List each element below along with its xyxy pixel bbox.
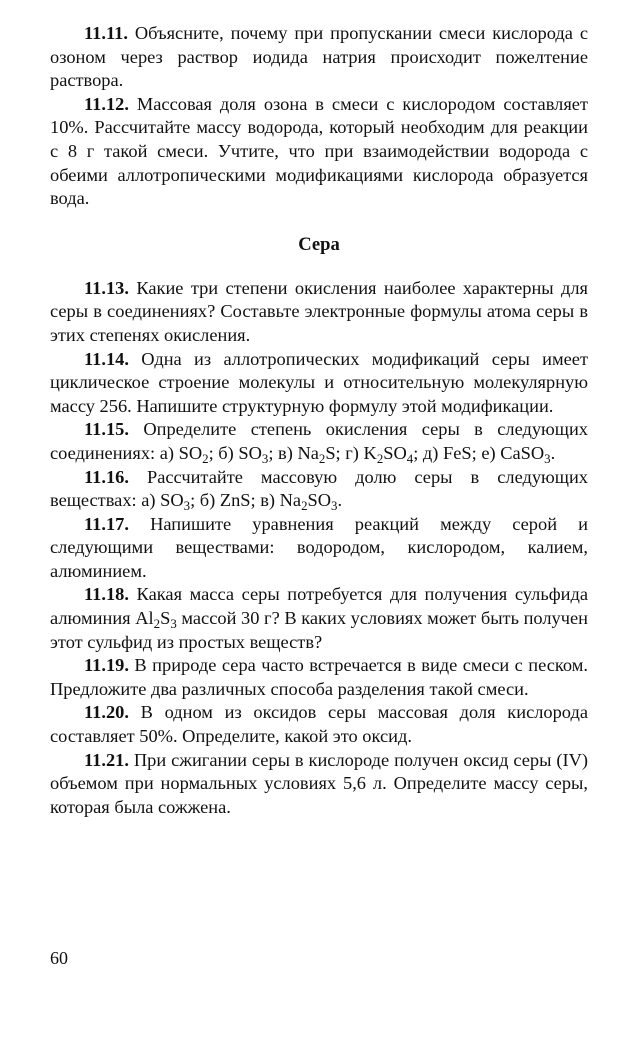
problem-text: Определите степень окисления серы в следующих соединениях: а) SO <box>50 419 588 463</box>
subscript: 2 <box>202 451 209 466</box>
subscript: 3 <box>261 451 269 466</box>
problem-text: массой 30 г? В каких условиях может быть получен этот сульфид из простых веществ? <box>50 608 589 652</box>
problem-number: 11.12. <box>84 93 129 114</box>
subscript: 3 <box>331 498 338 513</box>
subscript: 2 <box>376 451 384 466</box>
problem-11-14 <box>50 348 588 419</box>
problem-number: 11.14. <box>84 348 129 369</box>
problem-text: В природе сера часто встречается в виде смеси с песком. Предложите два различных способа разделения такой смеси. <box>50 655 588 699</box>
problem-text: Массовая доля озона в смеси с кислородом составляет 10%. Рассчитайте массу водорода, который необходим для реакции с 8 г такой смеси. Учтите, что при взаимодействии водорода с обеими аллотропическими модификациями кислорода образуется вода. <box>50 93 588 209</box>
page-number: 60 <box>50 948 68 968</box>
problem-text: ; б) SO <box>208 442 262 463</box>
problem-11-18 <box>50 583 588 654</box>
problem-number: 11.21. <box>84 749 129 770</box>
problem-text: Объясните, почему при пропускании смеси кислорода с озоном через раствор иодида натрия происходит пожелтение раствора. <box>50 23 588 91</box>
problem-text: Рассчитайте массовую долю серы в следующих веществах: а) SO <box>50 466 588 511</box>
problem-number: 11.11. <box>84 23 128 43</box>
problem-text: Какая масса серы потребуется для получения сульфида алюминия Al <box>50 584 588 629</box>
problem-text: Какие три степени окисления наиболее характерны для серы в соединениях? Составьте электронные формулы атома серы в этих степенях окисления. <box>50 277 588 345</box>
problem-text: S <box>160 608 171 629</box>
problem-11-15 <box>50 418 588 465</box>
problem-number: 11.13. <box>84 277 129 298</box>
problem-11-21 <box>50 749 588 820</box>
subscript: 2 <box>301 498 308 513</box>
problem-11-19 <box>50 654 588 701</box>
subscript: 3 <box>170 616 177 631</box>
problem-text: В одном из оксидов серы массовая доля кислорода составляет 50%. Определите, какой это оксид. <box>50 702 588 747</box>
problem-number: 11.16. <box>84 466 129 487</box>
problem-text: ; в) Na <box>268 442 319 463</box>
problem-text: ; д) FeS; е) CaSO <box>413 442 545 463</box>
problem-number: 11.17. <box>84 513 129 534</box>
subscript: 4 <box>406 451 414 466</box>
subscript: 2 <box>318 451 326 466</box>
subscript: 2 <box>153 616 161 631</box>
problem-text: Напишите уравнения реакций между серой и следующими веществами: водородом, кислородом, калием, алюминием. <box>50 513 588 581</box>
problem-text: . <box>550 442 556 463</box>
problem-11-20 <box>50 701 588 748</box>
problem-11-17 <box>50 513 588 584</box>
problem-text: Одна из аллотропических модификаций серы имеет циклическое строение молекулы и относительную молекулярную массу 256. Напишите структурную формулу этой модификации. <box>50 348 588 416</box>
problem-text: ; б) ZnS; в) Na <box>190 490 302 511</box>
problem-number: 11.18. <box>84 584 129 605</box>
problem-text: S; г) K <box>325 442 377 463</box>
problem-text: SO <box>307 490 332 511</box>
problem-number: 11.20. <box>84 702 129 723</box>
problem-text: . <box>337 490 343 511</box>
problem-11-12 <box>50 93 588 211</box>
problem-11-11 <box>50 22 588 93</box>
problem-11-13 <box>50 277 588 348</box>
subscript: 3 <box>544 451 551 466</box>
problem-text: SO <box>383 442 407 463</box>
problem-number: 11.19. <box>84 655 129 676</box>
page-content <box>50 22 588 819</box>
section-title: Сера <box>298 233 340 255</box>
problem-text: При сжигании серы в кислороде получен оксид серы (IV) объемом при нормальных условиях 5,6 л. Определите массу серы, которая была сожжена. <box>50 749 588 817</box>
problem-11-16 <box>50 466 588 513</box>
subscript: 3 <box>183 498 191 513</box>
problem-number: 11.15. <box>84 419 129 440</box>
